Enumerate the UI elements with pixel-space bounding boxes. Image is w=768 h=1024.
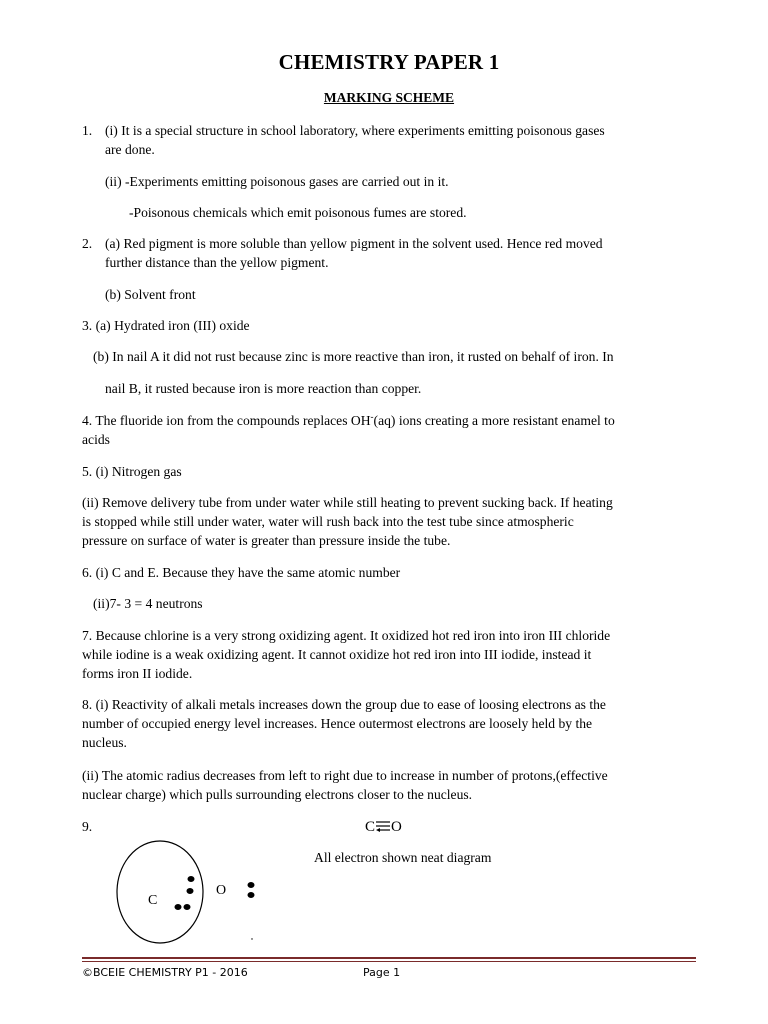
- q8-i-line1: 8. (i) Reactivity of alkali metals increases down the group due to ease of loosing electrons as the: [82, 697, 606, 712]
- electron-dot: [188, 876, 195, 882]
- page-subtitle: MARKING SCHEME: [323, 90, 455, 105]
- q7-line3: forms iron II iodide.: [82, 666, 193, 681]
- q3-a: 3. (a) Hydrated iron (III) oxide: [82, 318, 250, 333]
- q1-i-line2: are done.: [105, 142, 155, 157]
- q9-note: All electron shown neat diagram: [314, 850, 492, 865]
- oxygen-label: O: [216, 883, 227, 898]
- q5-ii-line1: (ii) Remove delivery tube from under water while still heating to prevent sucking back. If heating: [82, 495, 613, 510]
- q8-ii-line2: nuclear charge) which pulls surrounding electrons closer to the nucleus.: [82, 787, 473, 802]
- q2-number: 2.: [82, 236, 93, 251]
- q1-i-line1: (i) It is a special structure in school laboratory, where experiments emitting poisonous gases: [105, 123, 605, 138]
- q8-i-line2: number of occupied energy level increases. Hence outermost electrons are loosely held by the: [82, 716, 593, 731]
- q4-text-post: (aq) ions creating a more resistant enamel to: [373, 413, 615, 428]
- q9-number: 9.: [82, 819, 93, 834]
- q7-line1: 7. Because chlorine is a very strong oxidizing agent. It oxidized hot red iron into iron III chloride: [82, 628, 611, 643]
- footer-copyright: ©BCEIE CHEMISTRY P1 - 2016: [82, 966, 248, 979]
- q6-ii: (ii)7- 3 = 4 neutrons: [93, 596, 203, 611]
- q2-b: (b) Solvent front: [105, 287, 196, 302]
- co-diagram-svg: [100, 830, 300, 950]
- footer-rule-thick: [82, 957, 696, 959]
- electron-dot: [175, 904, 182, 910]
- q3-b-line1: (b) In nail A it did not rust because zinc is more reactive than iron, it rusted on behalf of iron. In: [93, 349, 614, 364]
- q5-i: 5. (i) Nitrogen gas: [82, 464, 182, 479]
- co-electron-diagram: [100, 830, 300, 950]
- stray-dot: [251, 938, 252, 939]
- q4-line2: acids: [82, 432, 110, 447]
- footer-page-number: Page 1: [363, 966, 401, 979]
- q5-ii-line2: is stopped while still under water, water will rush back into the test tube since atmospheric: [82, 514, 574, 529]
- page-title: CHEMISTRY PAPER 1: [278, 50, 500, 74]
- q7-line2: while iodine is a weak oxidizing agent. It cannot oxidize hot red iron into III iodide, instead it: [82, 647, 592, 662]
- q1-ii-line2: -Poisonous chemicals which emit poisonous fumes are stored.: [129, 205, 467, 220]
- q9-formula-carbon: C: [365, 819, 376, 835]
- q3-b-line2: nail B, it rusted because iron is more reaction than copper.: [105, 381, 422, 396]
- q5-ii-line3: pressure on surface of water is greater than pressure inside the tube.: [82, 533, 451, 548]
- q1-ii-line1: (ii) -Experiments emitting poisonous gases are carried out in it.: [105, 174, 449, 189]
- q9-formula: [365, 818, 402, 837]
- q6-i: 6. (i) C and E. Because they have the same atomic number: [82, 565, 401, 580]
- q9-formula-oxygen: O: [391, 819, 402, 835]
- electron-dot: [248, 882, 255, 888]
- electron-dot: [184, 904, 191, 910]
- q2-a-line1: (a) Red pigment is more soluble than yellow pigment in the solvent used. Hence red moved: [105, 236, 603, 251]
- electron-dot: [248, 892, 255, 898]
- q8-i-line3: nucleus.: [82, 735, 127, 750]
- q4-text-pre: 4. The fluoride ion from the compounds replaces OH: [82, 413, 371, 428]
- carbon-label: C: [148, 893, 158, 908]
- footer-rule-thin: [82, 961, 696, 962]
- q4-line1: [82, 411, 615, 430]
- triple-bond-arrow-icon: [375, 819, 391, 833]
- electron-dot: [187, 888, 194, 894]
- q1-number: 1.: [82, 123, 93, 138]
- q4-superscript: -: [370, 411, 374, 422]
- q8-ii-line1: (ii) The atomic radius decreases from left to right due to increase in number of protons,(effective: [82, 768, 608, 783]
- q2-a-line2: further distance than the yellow pigment.: [105, 255, 329, 270]
